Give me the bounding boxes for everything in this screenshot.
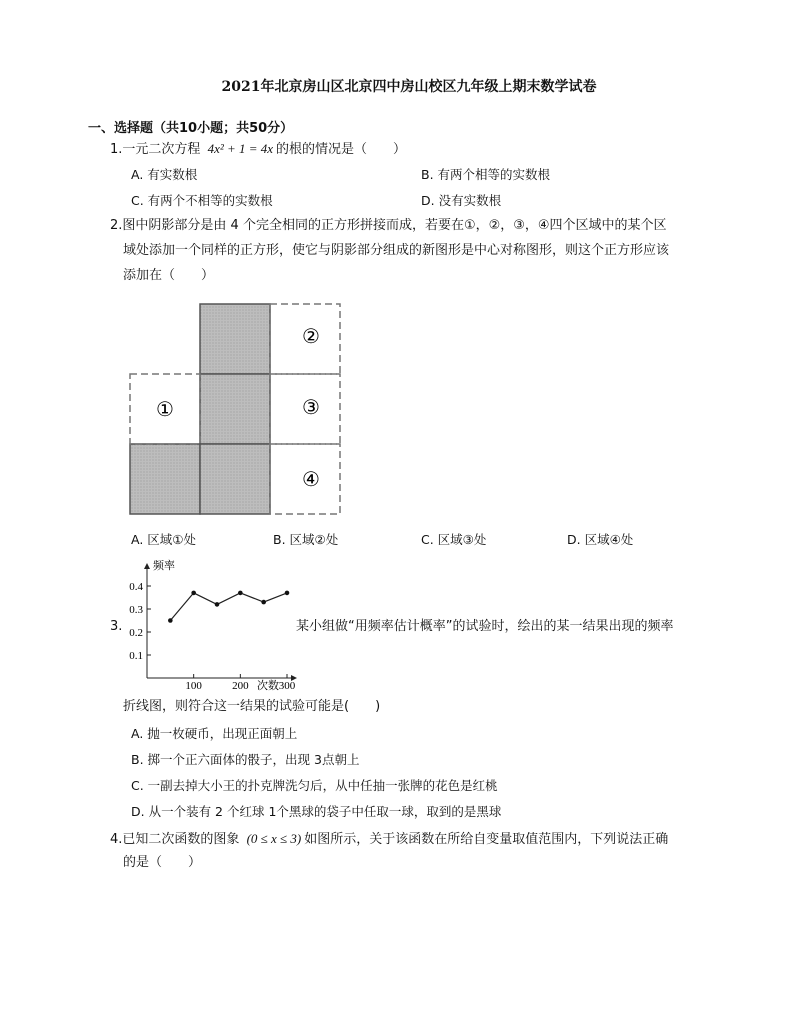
option-b[interactable]: B. 区域②处 bbox=[273, 532, 339, 547]
question-text-line: 添加在（ ） bbox=[123, 268, 215, 283]
question-number: 2. bbox=[110, 218, 123, 233]
option-c[interactable]: C. 有两个不相等的实数根 bbox=[131, 193, 273, 208]
data-point bbox=[215, 602, 220, 607]
question-text-line: 域处添加一个同样的正方形，使它与阴影部分组成的新图形是中心对称图形，则这个正方形应该 bbox=[123, 243, 670, 258]
option-a[interactable]: A. 有实数根 bbox=[131, 167, 198, 182]
option-a[interactable]: A. 区域①处 bbox=[131, 532, 196, 547]
question-text: 如图所示，关于该函数在所给自变量取值范围内，下列说法正确 bbox=[304, 832, 669, 847]
x-axis-label: 次数 bbox=[257, 680, 279, 692]
section-heading: 一、选择题（共10小题；共50分） bbox=[88, 121, 294, 136]
region-2-label: ② bbox=[302, 326, 320, 348]
region-3-label: ③ bbox=[302, 397, 320, 419]
question-number: 4. bbox=[110, 832, 123, 847]
question-text: 的根的情况是（ ） bbox=[276, 142, 407, 157]
x-tick-label: 200 bbox=[232, 680, 249, 692]
question-text-line: 图中阴影部分是由 4 个完全相同的正方形拼接而成，若要在①，②，③，④四个区域中的某个区 bbox=[122, 218, 667, 233]
x-tick-label: 300 bbox=[278, 680, 296, 692]
question-2 bbox=[110, 213, 667, 239]
option-c[interactable]: C. 区域③处 bbox=[421, 532, 487, 547]
option-d[interactable]: D. 区域④处 bbox=[567, 532, 634, 547]
y-tick-label: 0.4 bbox=[129, 581, 143, 593]
option-b[interactable]: B. 掷一个正六面体的骰子，出现 3点朝上 bbox=[131, 752, 360, 767]
shaded-square bbox=[200, 304, 270, 374]
question-4 bbox=[110, 826, 668, 853]
question-number: 1. bbox=[110, 142, 123, 157]
domain-condition: (0 ≤ x ≤ 3) bbox=[246, 831, 302, 846]
x-tick-label: 100 bbox=[185, 680, 202, 692]
question-text: 某小组做“用频率估计概率”的试验时，绘出的某一结果出现的频率 bbox=[296, 619, 674, 634]
shaded-square bbox=[130, 444, 200, 514]
data-point bbox=[191, 591, 196, 596]
question-number: 3. bbox=[110, 619, 123, 634]
option-c[interactable]: C. 一副去掉大小王的扑克牌洗匀后，从中任抽一张牌的花色是红桃 bbox=[131, 778, 498, 793]
question-1 bbox=[110, 136, 406, 163]
page-title: 2021年北京房山区北京四中房山校区九年级上期末数学试卷 bbox=[221, 79, 597, 95]
shaded-square bbox=[200, 374, 270, 444]
option-d[interactable]: D. 从一个装有 2 个红球 1个黑球的袋子中任取一球，取到的是黑球 bbox=[131, 804, 502, 819]
question-text: 已知二次函数的图象 bbox=[122, 832, 240, 847]
y-tick-label: 0.2 bbox=[129, 627, 143, 639]
shaded-square bbox=[200, 444, 270, 514]
question-text: 一元二次方程 bbox=[122, 142, 201, 157]
region-4-label: ④ bbox=[302, 469, 320, 491]
y-axis-label: 频率 bbox=[153, 560, 175, 572]
data-point bbox=[238, 591, 243, 596]
series-line bbox=[170, 593, 287, 621]
squares-figure bbox=[125, 300, 350, 525]
equation: 4x² + 1 = 4x bbox=[207, 141, 274, 156]
frequency-line-chart bbox=[120, 556, 305, 696]
option-b[interactable]: B. 有两个相等的实数根 bbox=[421, 167, 551, 182]
data-point bbox=[261, 600, 266, 605]
region-1-label: ① bbox=[156, 399, 174, 421]
y-tick-label: 0.3 bbox=[129, 604, 143, 616]
data-point bbox=[168, 618, 173, 623]
option-a[interactable]: A. 抛一枚硬币，出现正面朝上 bbox=[131, 726, 298, 741]
question-text: 折线图，则符合这一结果的试验可能是( ) bbox=[123, 699, 381, 714]
question-text: 的是（ ） bbox=[123, 855, 202, 870]
option-d[interactable]: D. 没有实数根 bbox=[421, 193, 502, 208]
data-point bbox=[285, 591, 290, 596]
y-tick-label: 0.1 bbox=[129, 650, 143, 662]
